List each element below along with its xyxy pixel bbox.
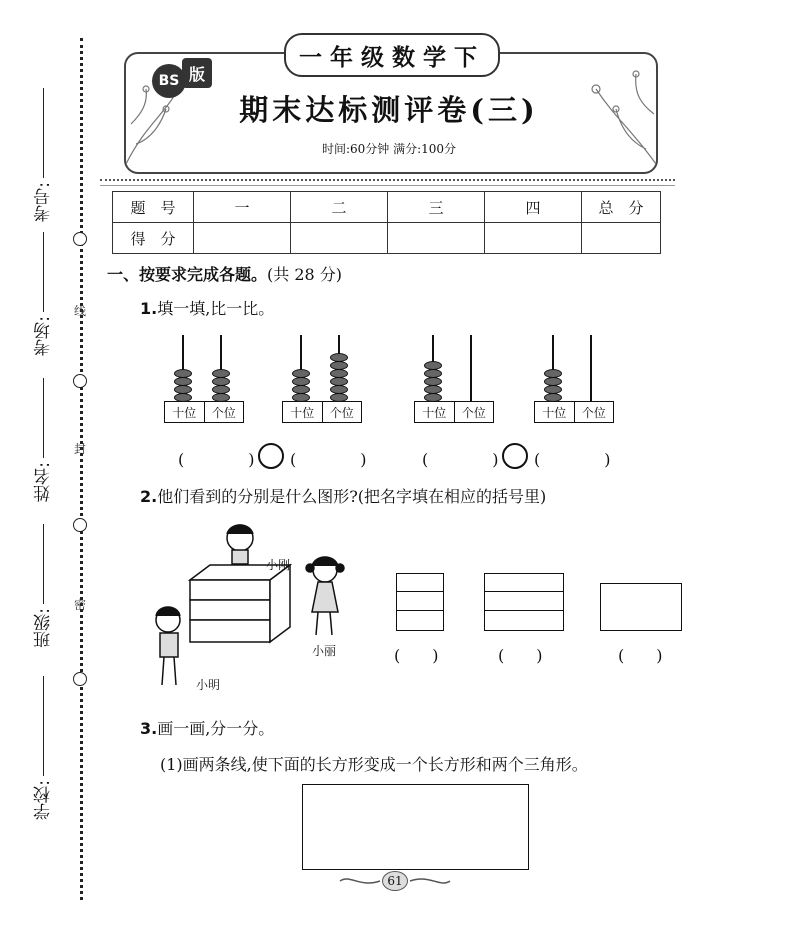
abacus-bead bbox=[330, 377, 348, 386]
binding-circle bbox=[73, 232, 87, 246]
ones-label: 个位 bbox=[454, 402, 494, 422]
table-cell: 三 bbox=[388, 192, 485, 223]
field-school[interactable] bbox=[28, 676, 58, 820]
abacus-bead bbox=[544, 377, 562, 386]
page-title: 期末达标测评卷(三) bbox=[239, 93, 539, 127]
abacus-bead bbox=[292, 377, 310, 386]
question-3-sub-1: (1)画两条线,使下面的长方形变成一个长方形和两个三角形。 bbox=[160, 755, 588, 774]
abacus-bead bbox=[174, 369, 192, 378]
abacus-bead bbox=[424, 377, 442, 386]
ones-label: 个位 bbox=[204, 402, 244, 422]
binding-circle bbox=[73, 672, 87, 686]
tens-label: 十位 bbox=[542, 405, 567, 420]
edition-badge: BS bbox=[152, 64, 186, 98]
abacus-bead bbox=[424, 385, 442, 394]
child-name-xiaogang: 小刚 bbox=[266, 558, 291, 572]
field-label-exam-number: 考号: bbox=[33, 182, 54, 222]
tens-label: 十位 bbox=[290, 405, 315, 420]
abacus bbox=[164, 335, 244, 423]
table-cell: 题 号 bbox=[113, 192, 194, 223]
table-row bbox=[113, 223, 661, 254]
question-text: 填一填,比一比。 bbox=[157, 299, 275, 318]
abacus-bead bbox=[174, 377, 192, 386]
table-cell: 总 分 bbox=[582, 192, 661, 223]
field-exam-room[interactable] bbox=[28, 232, 58, 356]
field-name[interactable] bbox=[28, 378, 58, 502]
field-label-name: 姓名: bbox=[33, 462, 54, 502]
binding-dotted-line bbox=[80, 38, 83, 900]
abacus-bead bbox=[330, 361, 348, 370]
abacus-base bbox=[414, 401, 494, 423]
question-text: 画一画,分一分。 bbox=[157, 719, 275, 738]
score-input-cell[interactable] bbox=[388, 223, 485, 254]
score-input-cell[interactable] bbox=[582, 223, 661, 254]
edition-badge-ban: 版 bbox=[182, 58, 212, 88]
view-shape-rectangle bbox=[600, 583, 682, 631]
abacus-bead bbox=[212, 385, 230, 394]
ones-label: 个位 bbox=[574, 402, 614, 422]
compare-circle[interactable] bbox=[502, 443, 528, 469]
score-table bbox=[112, 191, 661, 254]
abacus-bead bbox=[212, 369, 230, 378]
abacus-bead bbox=[330, 369, 348, 378]
field-label-school: 学校: bbox=[33, 780, 54, 820]
score-input-cell[interactable] bbox=[194, 223, 291, 254]
abacus-rod bbox=[470, 335, 472, 401]
question-number: 2. bbox=[140, 487, 158, 506]
abacus-bead bbox=[174, 385, 192, 394]
answer-blank[interactable]: ( ) bbox=[290, 450, 367, 469]
score-input-cell[interactable] bbox=[485, 223, 582, 254]
abacus-bead bbox=[212, 377, 230, 386]
question-number: 3. bbox=[140, 719, 158, 738]
field-exam-number[interactable] bbox=[28, 88, 58, 222]
section-heading-text: 一、按要求完成各题。 bbox=[107, 265, 268, 284]
ornament-right-icon bbox=[408, 874, 452, 888]
page-footer bbox=[330, 870, 460, 892]
divider bbox=[100, 179, 675, 186]
table-cell: 一 bbox=[194, 192, 291, 223]
tens-label: 十位 bbox=[172, 405, 197, 420]
answer-blank[interactable]: ( ) bbox=[394, 646, 439, 665]
abacus-bead bbox=[424, 369, 442, 378]
compare-circle[interactable] bbox=[258, 443, 284, 469]
question-2 bbox=[140, 484, 546, 507]
answer-blank[interactable]: ( ) bbox=[498, 646, 543, 665]
drawing-rectangle[interactable] bbox=[302, 784, 529, 870]
abacus-rod bbox=[590, 335, 592, 401]
seal-word-mi: 密 bbox=[74, 598, 87, 612]
section-points: (共 28 分) bbox=[267, 265, 343, 284]
table-cell: 得 分 bbox=[113, 223, 194, 254]
children-with-blocks-illustration bbox=[140, 520, 360, 700]
grade-title-tab: 一年级数学下 bbox=[284, 33, 500, 77]
abacus-bead bbox=[330, 353, 348, 362]
page-number: 61 bbox=[382, 871, 408, 891]
ornament-left-icon bbox=[338, 874, 382, 888]
view-shape-three-rows bbox=[396, 573, 444, 631]
field-label-exam-room: 考场: bbox=[33, 316, 54, 356]
field-class[interactable] bbox=[28, 524, 58, 648]
answer-blank[interactable]: ( ) bbox=[618, 646, 663, 665]
abacus-bead bbox=[292, 385, 310, 394]
abacus-bead bbox=[544, 369, 562, 378]
score-input-cell[interactable] bbox=[291, 223, 388, 254]
abacus bbox=[534, 335, 614, 423]
answer-blank[interactable]: ( ) bbox=[178, 450, 255, 469]
binding-circle bbox=[73, 374, 87, 388]
abacus-bead bbox=[330, 385, 348, 394]
seal-word-xian: 线 bbox=[74, 304, 87, 318]
child-name-xiaoming: 小明 bbox=[196, 678, 221, 692]
abacus-base bbox=[164, 401, 244, 423]
abacus-bead bbox=[424, 361, 442, 370]
answer-blank[interactable]: ( ) bbox=[422, 450, 499, 469]
question-text: 他们看到的分别是什么图形?(把名字填在相应的括号里) bbox=[157, 487, 547, 506]
abacus bbox=[414, 335, 494, 423]
abacus bbox=[282, 335, 362, 423]
abacus-bead bbox=[292, 369, 310, 378]
section-heading bbox=[107, 262, 342, 285]
abacus-bead bbox=[544, 385, 562, 394]
ones-label: 个位 bbox=[322, 402, 362, 422]
table-cell: 二 bbox=[291, 192, 388, 223]
child-name-xiaoli: 小丽 bbox=[312, 644, 337, 658]
question-number: 1. bbox=[140, 299, 158, 318]
field-label-class: 班级: bbox=[33, 608, 54, 648]
table-row bbox=[113, 192, 661, 223]
question-1 bbox=[140, 296, 274, 319]
tens-label: 十位 bbox=[422, 405, 447, 420]
exam-time-info: 时间:60分钟 满分:100分 bbox=[321, 142, 457, 156]
abacus-base bbox=[282, 401, 362, 423]
view-shape-three-rows-wide bbox=[484, 573, 564, 631]
binding-circle bbox=[73, 518, 87, 532]
seal-word-feng: 封 bbox=[74, 442, 87, 456]
question-3 bbox=[140, 716, 274, 739]
table-cell: 四 bbox=[485, 192, 582, 223]
abacus-base bbox=[534, 401, 614, 423]
answer-blank[interactable]: ( ) bbox=[534, 450, 611, 469]
